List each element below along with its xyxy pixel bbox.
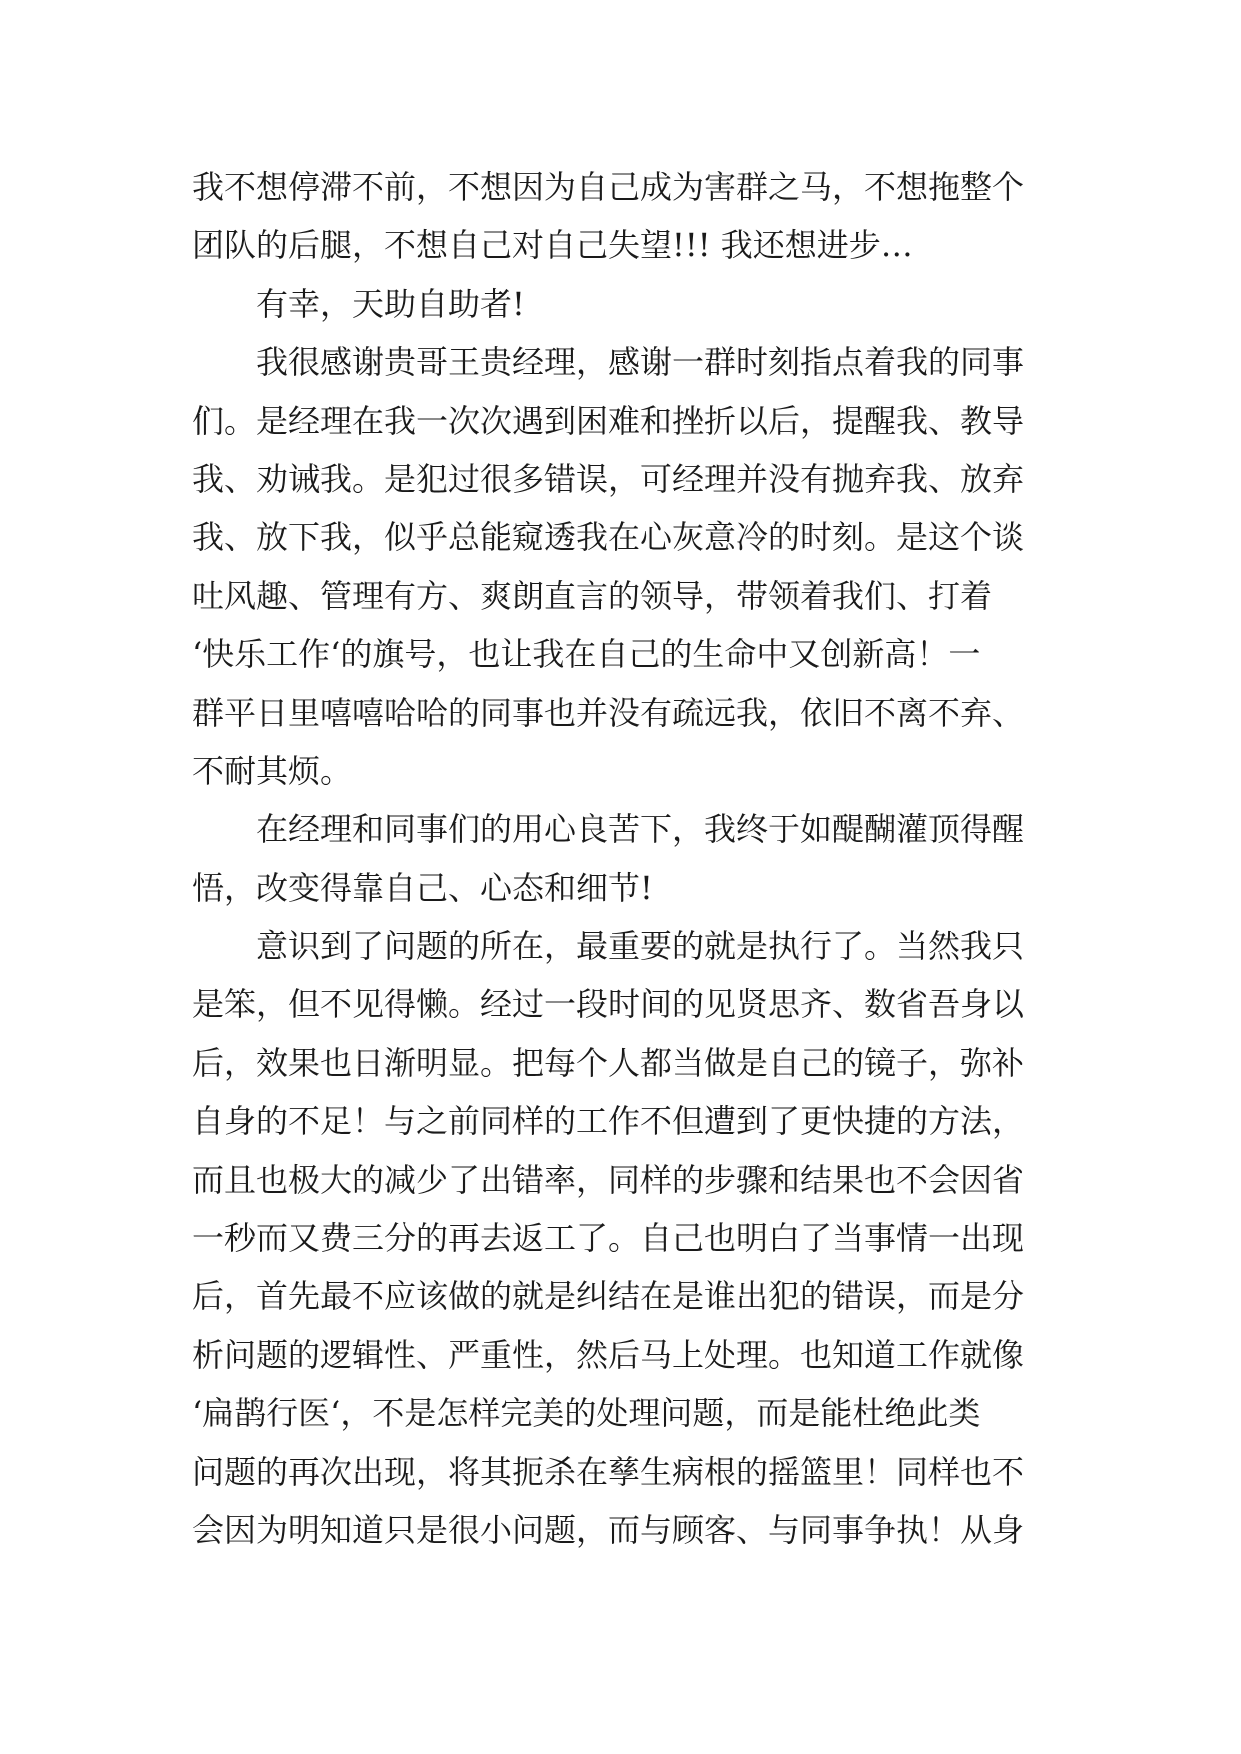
text-line: 析问题的逻辑性、严重性，然后马上处理。也知道工作就像 — [192, 1335, 1025, 1374]
text-line: ‘快乐工作‘的旗号，也让我在自己的生命中又创新高！一 — [192, 635, 981, 674]
text-line: ‘扁鹊行医‘，不是怎样完美的处理问题，而是能杜绝此类 — [192, 1394, 981, 1433]
text-line: 是笨，但不见得懒。经过一段时间的见贤思齐、数省吾身以 — [192, 985, 1025, 1024]
text-line: 一秒而又费三分的再去返工了。自己也明白了当事情一出现 — [192, 1219, 1025, 1258]
text-line: 我、放下我，似乎总能窥透我在心灰意冷的时刻。是这个谈 — [192, 518, 1025, 557]
text-line: 悟，改变得靠自己、心态和细节! — [192, 868, 653, 907]
text-line: 后，首先最不应该做的就是纠结在是谁出犯的错误，而是分 — [192, 1277, 1025, 1316]
text-line: 后，效果也日渐明显。把每个人都当做是自己的镜子，弥补 — [192, 1043, 1025, 1082]
body-text — [192, 158, 1062, 1559]
text-line: 问题的再次出现，将其扼杀在孳生病根的摇篮里！同样也不 — [192, 1452, 1025, 1491]
text-line: 们。是经理在我一次次遇到困难和挫折以后，提醒我、教导 — [192, 401, 1025, 440]
text-line: 我不想停滞不前，不想因为自己成为害群之马，不想拖整个 — [192, 168, 1025, 206]
text-line: 在经理和同事们的用心良苦下，我终于如醍醐灌顶得醒 — [256, 810, 1025, 849]
text-line: 会因为明知道只是很小问题，而与顾客、与同事争执！从身 — [192, 1510, 1025, 1549]
text-line: 自身的不足！与之前同样的工作不但遭到了更快捷的方法， — [192, 1102, 1025, 1141]
text-line: 我很感谢贵哥王贵经理，感谢一群时刻指点着我的同事 — [256, 343, 1025, 382]
text-line: 不耐其烦。 — [192, 751, 353, 790]
text-line: 意识到了问题的所在，最重要的就是执行了。当然我只 — [256, 927, 1025, 966]
text-line: 团队的后腿，不想自己对自己失望!!! 我还想进步… — [192, 226, 913, 265]
text-line: 吐风趣、管理有方、爽朗直言的领导，带领着我们、打着 — [192, 576, 993, 615]
text-line: 群平日里嘻嘻哈哈的同事也并没有疏远我，依旧不离不弃、 — [192, 693, 1025, 732]
text-line: 我、劝诫我。是犯过很多错误，可经理并没有抛弃我、放弃 — [192, 459, 1025, 498]
text-line: 有幸，天助自助者! — [256, 284, 525, 323]
text-line: 而且也极大的减少了出错率，同样的步骤和结果也不会因省 — [192, 1160, 1025, 1199]
